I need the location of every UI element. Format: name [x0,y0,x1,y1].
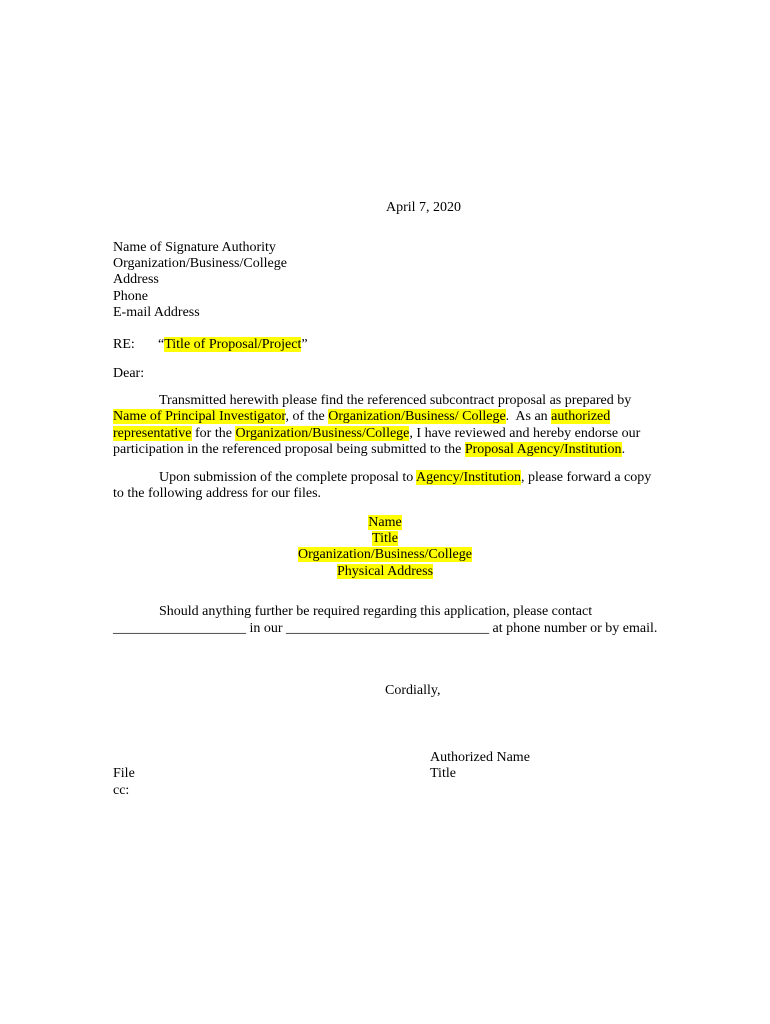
authorized-placeholder: authorized [551,409,611,424]
signature-name: Authorized Name [430,750,530,765]
closing: Cordially, [385,683,441,698]
text-upon-submission: Upon submission of the complete proposal to [159,470,417,485]
paragraph3-line2: ___________________ in our _____________________________ at phone number or by email. [113,621,658,636]
text-period: . [621,442,626,457]
paragraph3-line1: Should anything further be required regarding this application, please contact [159,604,593,619]
address-name-placeholder: Name [368,515,402,530]
paragraph2-line1 [159,470,651,486]
open-quote: “ [158,337,165,352]
agency-institution-placeholder: Agency/Institution [416,470,522,485]
physical-address-placeholder: Physical Address [336,564,434,579]
paragraph1-line2 [113,409,610,425]
footer-file: File [113,766,135,781]
text-as-an: . As an [505,409,552,424]
organization-placeholder-1: Organization/Business/ College [328,409,506,424]
paragraph1-line1: Transmitted herewith please find the referenced subcontract proposal as prepared by [159,393,632,408]
footer-cc: cc: [113,783,130,798]
principal-investigator-placeholder: Name of Principal Investigator [113,409,286,424]
address-block-title-row [0,531,770,547]
paragraph1-line4 [113,442,625,458]
salutation: Dear: [113,366,145,381]
address-title-placeholder: Title [372,531,398,546]
representative-placeholder: representative [113,426,192,441]
close-quote: ” [301,337,308,352]
text-participation: participation in the referenced proposal being submitted to the [113,442,465,457]
text-of-the: , of the [285,409,329,424]
letter-date: April 7, 2020 [386,200,462,215]
text-reviewed: , I have reviewed and hereby endorse our [409,426,641,441]
proposal-title-placeholder: Title of Proposal/Project [164,337,302,352]
recipient-address: Address [113,272,159,287]
proposal-agency-placeholder: Proposal Agency/Institution [464,442,622,457]
text-for-the: for the [191,426,236,441]
recipient-email: E-mail Address [113,305,200,320]
re-label: RE: [113,337,135,352]
signature-title: Title [430,766,456,781]
recipient-phone: Phone [113,289,148,304]
address-block-physical-row [0,564,770,580]
address-organization-placeholder: Organization/Business/College [298,547,472,562]
recipient-organization: Organization/Business/College [113,256,287,271]
paragraph2-line2: to the following address for our files. [113,486,322,501]
recipient-name: Name of Signature Authority [113,240,276,255]
paragraph1-line3 [113,426,640,442]
address-block-org-row [0,547,770,563]
organization-placeholder-2: Organization/Business/College [235,426,410,441]
re-subject [158,337,308,353]
text-forward-copy: , please forward a copy [521,470,652,485]
address-block-name-row [0,515,770,531]
